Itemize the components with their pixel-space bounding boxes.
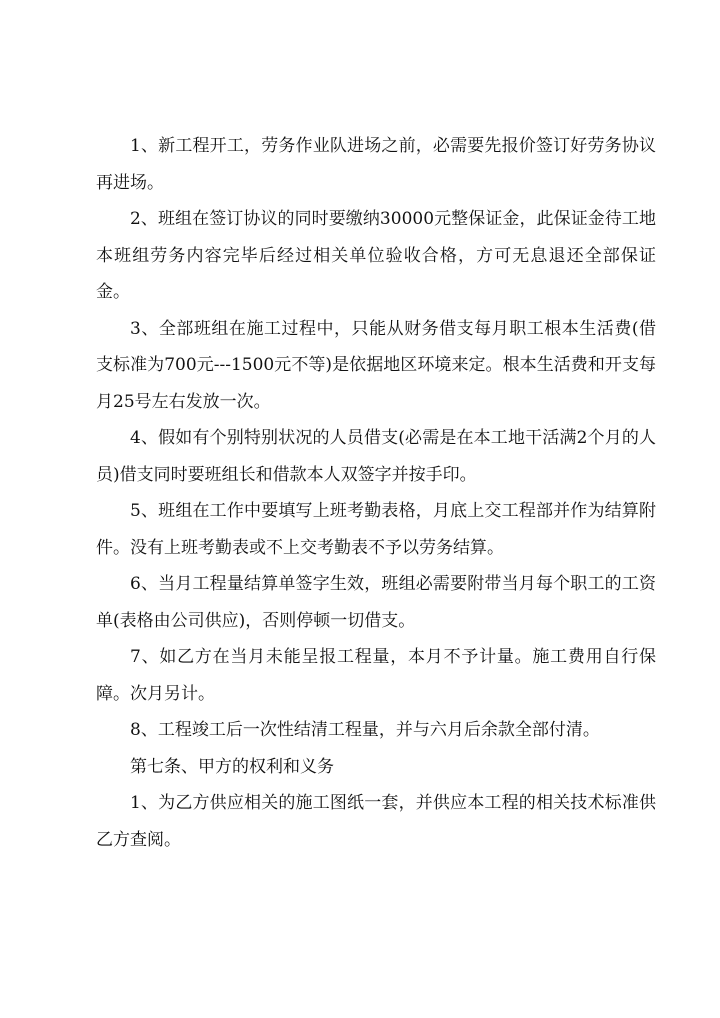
- paragraph-3: 3、全部班组在施工过程中，只能从财务借支每月职工根本生活费(借支标准为700元---1500元不等)是依据地区环境来定。根本生活费和开支每月25号左右发放一次。: [96, 318, 656, 412]
- document-body: [96, 128, 656, 858]
- paragraph-9: 1、为乙方供应相关的施工图纸一套，并供应本工程的相关技术标准供乙方查阅。: [96, 793, 656, 850]
- paragraph-2: 2、班组在签订协议的同时要缴纳30000元整保证金，此保证金待工地本班组劳务内容完毕后经过相关单位验收合格，方可无息退还全部保证金。: [96, 209, 656, 302]
- section-heading-article-7: 第七条、甲方的权利和义务: [130, 756, 334, 777]
- paragraph-7: 7、如乙方在当月未能呈报工程量，本月不予计量。施工费用自行保障。次月另计。: [96, 647, 656, 704]
- paragraph-1: 1、新工程开工，劳务作业队进场之前，必需要先报价签订好劳务协议再进场。: [96, 136, 656, 193]
- paragraph-6: 6、当月工程量结算单签字生效，班组必需要附带当月每个职工的工资单(表格由公司供应)，否则停顿一切借支。: [96, 574, 656, 631]
- paragraph-4: 4、假如有个别特别状况的人员借支(必需是在本工地干活满2个月的人员)借支同时要班组长和借款本人双签字并按手印。: [96, 428, 656, 485]
- paragraph-8: 8、工程竣工后一次性结清工程量，并与六月后余款全部付清。: [130, 720, 600, 740]
- paragraph-5: 5、班组在工作中要填写上班考勤表格，月底上交工程部并作为结算附件。没有上班考勤表或不上交考勤表不予以劳务结算。: [96, 501, 656, 558]
